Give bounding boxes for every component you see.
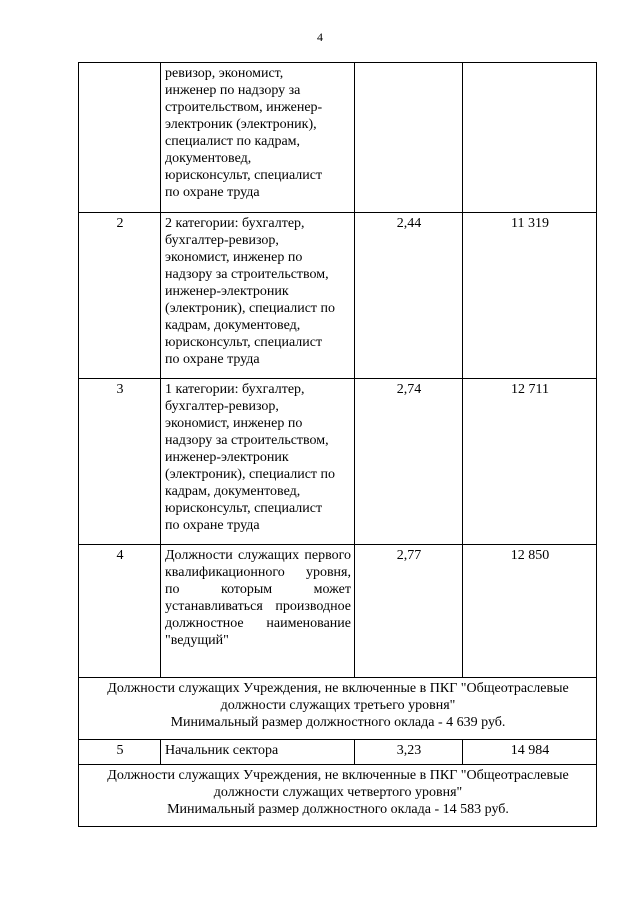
description-line: кадрам, документовед, [165, 318, 301, 333]
description-line: надзору за строительством, [165, 433, 329, 448]
description-line: специалист по кадрам, [165, 134, 301, 149]
table-row [79, 545, 597, 678]
table-row [79, 213, 597, 379]
salary: 11 319 [463, 213, 597, 379]
minimum-salary-note: Минимальный размер должностного оклада - 14 583 руб. [167, 802, 509, 817]
description-line: 2 категории: бухгалтер, [165, 216, 305, 231]
row-number: 3 [79, 379, 161, 545]
group-title-line: Должности служащих Учреждения, не включенные в ПКГ "Общеотраслевые [107, 681, 569, 696]
description-line: юрисконсульт, специалист [165, 501, 323, 516]
coefficient: 2,74 [355, 379, 463, 545]
table-row [79, 740, 597, 765]
description-line: надзору за строительством, [165, 267, 329, 282]
salary: 14 984 [463, 740, 597, 765]
group-header-third-level [79, 678, 597, 740]
description-line: документовед, [165, 151, 252, 166]
row-number [79, 63, 161, 213]
table-row [79, 379, 597, 545]
description-line: инженер-электроник [165, 284, 289, 299]
group-title-line: должности служащих третьего уровня" [220, 698, 456, 713]
description-line: электроник (электроник), [165, 117, 317, 132]
coefficient: 3,23 [355, 740, 463, 765]
position-description [161, 213, 355, 379]
description-line: юрисконсульт, специалист [165, 335, 323, 350]
description-line: (электроник), специалист по [165, 467, 336, 482]
coefficient [355, 63, 463, 213]
description-line: экономист, инженер по [165, 416, 303, 431]
description-line: экономист, инженер по [165, 250, 303, 265]
salary-table [78, 62, 597, 827]
description-line: 1 категории: бухгалтер, [165, 382, 305, 397]
group-header-row [79, 678, 597, 740]
description-line: кадрам, документовед, [165, 484, 301, 499]
description-line: бухгалтер-ревизор, [165, 233, 279, 248]
group-header-row [79, 765, 597, 827]
coefficient: 2,77 [355, 545, 463, 678]
position-description: Начальник сектора [161, 740, 355, 765]
minimum-salary-note: Минимальный размер должностного оклада - 4 639 руб. [170, 715, 506, 730]
description-line: бухгалтер-ревизор, [165, 399, 279, 414]
row-number: 2 [79, 213, 161, 379]
description-line: ревизор, экономист, [165, 66, 284, 81]
coefficient: 2,44 [355, 213, 463, 379]
position-description [161, 63, 355, 213]
group-title-line: Должности служащих Учреждения, не включенные в ПКГ "Общеотраслевые [107, 768, 569, 783]
group-title-line: должности служащих четвертого уровня" [213, 785, 463, 800]
description-line: (электроник), специалист по [165, 301, 336, 316]
group-header-fourth-level [79, 765, 597, 827]
description-line: по охране труда [165, 518, 260, 533]
salary: 12 850 [463, 545, 597, 678]
description-line: юрисконсульт, специалист [165, 168, 323, 183]
position-description: Должности служащих первого квалификационного уровня, по которым может устанавливаться производное должностное наименование "ведущий" [161, 545, 355, 678]
description-line: инженер-электроник [165, 450, 289, 465]
row-number: 4 [79, 545, 161, 678]
description-line: строительством, инженер- [165, 100, 323, 115]
salary [463, 63, 597, 213]
page-number: 4 [317, 30, 323, 44]
position-description [161, 379, 355, 545]
description-line: инженер по надзору за [165, 83, 301, 98]
description-line: по охране труда [165, 352, 260, 367]
salary: 12 711 [463, 379, 597, 545]
table-row [79, 63, 597, 213]
description-line: по охране труда [165, 185, 260, 200]
row-number: 5 [79, 740, 161, 765]
